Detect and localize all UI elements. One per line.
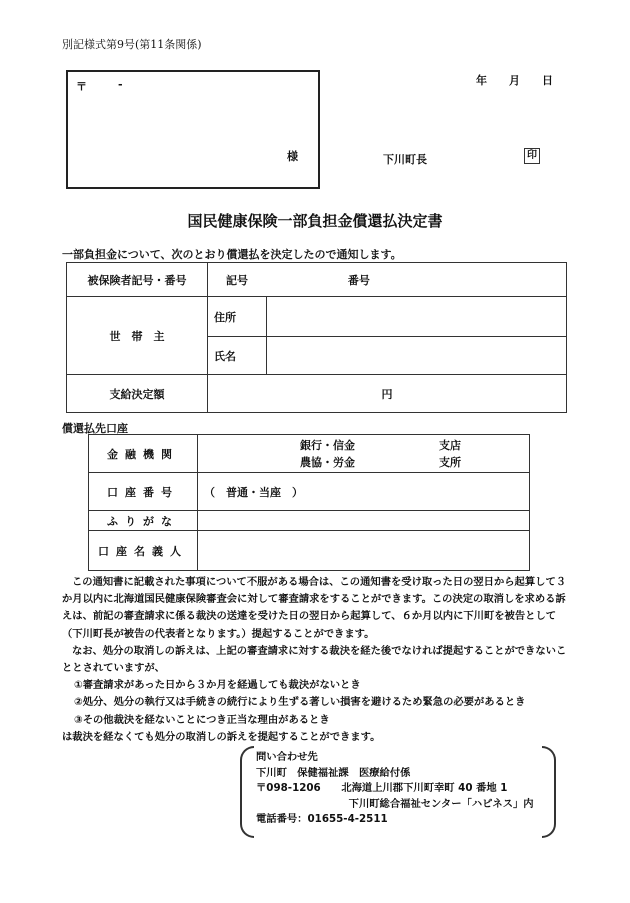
honorific: 様	[287, 150, 298, 163]
address-value	[267, 297, 567, 337]
table-row	[89, 531, 530, 571]
seal-mark: 印	[524, 148, 540, 164]
recipient-address-box	[66, 70, 320, 189]
bank-section-title: 償還払先口座	[62, 422, 128, 435]
name-value	[267, 337, 567, 375]
right-bracket	[542, 746, 556, 838]
branch-2: 支所	[439, 455, 461, 469]
furigana-value	[198, 511, 530, 531]
symbol-label: 記号	[226, 273, 248, 287]
notice-item-2: ②処分、処分の執行又は手続きの続行により生ずる著しい損害を避けるため緊急の必要があるとき	[74, 696, 526, 709]
table-row	[67, 263, 567, 297]
table-row	[67, 297, 567, 337]
contact-department: 下川町 保健福祉課 医療給付係	[256, 766, 411, 779]
institution-value	[198, 435, 530, 473]
appeal-notice	[62, 574, 572, 746]
contact-address-2: 下川町総合福祉センター「ハピネス」内	[256, 797, 534, 810]
notice-paragraph-3: は裁決を経なくても処分の取消しの訴えを提起することができます。	[62, 730, 381, 743]
account-number-label: 口座番号	[89, 473, 198, 511]
contact-box	[240, 746, 556, 838]
table-row	[89, 511, 530, 531]
table-row	[67, 375, 567, 413]
postal-dash: -	[118, 78, 123, 91]
date-month: 月	[509, 74, 520, 87]
form-number: 別記様式第9号(第11条関係)	[62, 38, 202, 51]
document-title: 国民健康保険一部負担金償還払決定書	[187, 212, 443, 230]
issue-date	[476, 72, 575, 88]
branch-1: 支店	[439, 438, 461, 452]
insured-number-label: 被保険者記号・番号	[67, 263, 208, 297]
intro-text: 一部負担金について、次のとおり償還払を決定したので通知します。	[62, 248, 402, 261]
notice-paragraph-2: なお、処分の取消しの訴えは、上記の審査請求に対する裁決を経た後でなければ提起することができないこととされていますが、	[62, 644, 567, 675]
householder-label: 世 帯 主	[67, 297, 208, 375]
table-row	[89, 473, 530, 511]
contact-address-1: 〒098-1206 北海道上川郡下川町幸町 40 番地 1	[256, 782, 508, 794]
notice-item-3: ③その他裁決を経ないことにつき正当な理由があるとき	[74, 713, 330, 726]
number-label: 番号	[347, 273, 370, 287]
furigana-label: ふりがな	[89, 511, 198, 531]
decision-table	[66, 262, 567, 413]
left-bracket	[240, 746, 254, 838]
table-row	[89, 435, 530, 473]
amount-unit: 円	[381, 387, 393, 401]
amount-value	[208, 375, 567, 413]
postal-mark: 〒	[76, 80, 87, 93]
issuer-title: 下川町長	[383, 153, 427, 166]
insured-number-cell	[208, 263, 567, 297]
bank-type-2: 農協・労金	[300, 455, 355, 469]
contact-lines	[256, 750, 534, 828]
notice-paragraph-1: この通知書に記載された事項について不服がある場合は、この通知書を受け取った日の翌日から起算して３か月以内に北海道国民健康保険審査会に対して審査請求をすることができます。この決定の取消しを求める訴えは、前記の審査請求に係る裁決の送達を受けた日の翌日から起算して、６か月以内に下川町を被告として（下川町長が被告の代表者となります。）提起することができます。	[62, 576, 567, 640]
date-year: 年	[476, 74, 487, 87]
account-holder-label: 口座名義人	[89, 531, 198, 571]
address-label: 住所	[208, 297, 267, 337]
notice-item-1: ①審査請求があった日から３か月を経過しても裁決がないとき	[74, 679, 361, 692]
name-label: 氏名	[208, 337, 267, 375]
account-type: （ 普通・当座 ）	[198, 473, 530, 511]
contact-phone: 電話番号：01655-4-2511	[256, 813, 388, 825]
amount-label: 支給決定額	[67, 375, 208, 413]
date-day: 日	[542, 74, 553, 87]
institution-label: 金融機関	[89, 435, 198, 473]
bank-account-table	[88, 434, 530, 571]
contact-heading: 問い合わせ先	[256, 751, 318, 763]
account-holder-value	[198, 531, 530, 571]
bank-type-1: 銀行・信金	[300, 438, 355, 452]
